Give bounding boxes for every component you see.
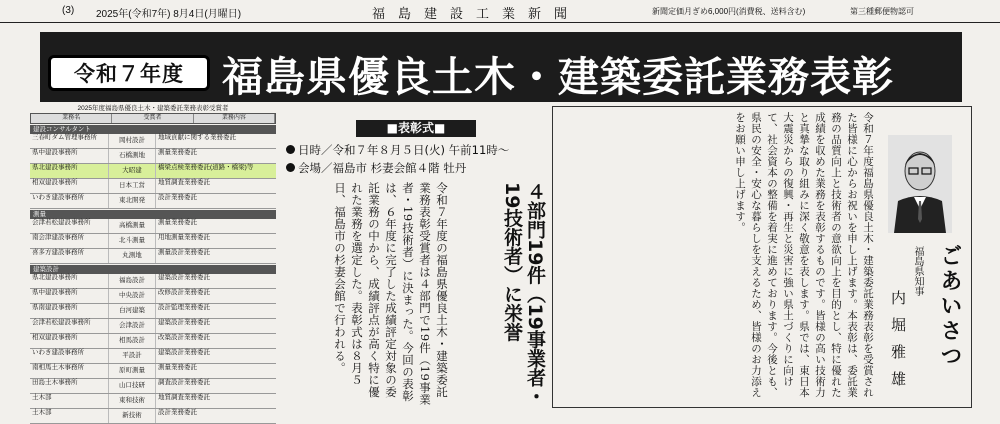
table-cell-office: 喜多方建設事務所	[30, 249, 109, 263]
table-category: 建設コンサルタント	[30, 125, 276, 134]
table-cell-winner: 会津設計	[109, 319, 156, 333]
newspaper-name: 福島建設工業新聞	[372, 7, 581, 22]
table-row	[30, 379, 276, 394]
article-body: 令和７年度の福島県優良土木・建築委託業務表彰受賞者は４部門で19件（19事業者・19技術者）に決まった。今回の表彰は、６年度に完了した成績評定対象の委託業務の中から、成績評点が高く特に優れた業務を選定した。表彰式は８月５日、福島市の杉妻会館で行われる。	[333, 182, 449, 406]
table-row	[30, 319, 276, 334]
table-cell-winner: 岡村設計	[109, 134, 156, 148]
table-cell-office: 土木部	[30, 409, 109, 423]
article-subhead: ４部門19件（19事業者・19技術者）に栄誉	[501, 182, 546, 406]
table-body	[30, 125, 276, 424]
table-row	[30, 219, 276, 234]
subscription-price: 新聞定価月ぎめ6,000円(消費税、送料含む)	[652, 7, 806, 16]
header-cell: 業務名	[31, 114, 112, 123]
table-cell-winner: 山口技研	[109, 379, 156, 393]
header-cell: 業務内容	[194, 114, 275, 123]
winners-table	[30, 104, 276, 419]
table-cell-content: 地質調査業務委託	[158, 394, 210, 401]
table-cell-office: 南会津建設事務所	[30, 234, 109, 248]
page-number: (3)	[62, 5, 75, 16]
table-cell-winner: 白河建築	[109, 304, 156, 318]
table-cell-content: 改築設計業務委託	[158, 334, 210, 341]
masthead	[0, 0, 1000, 23]
table-cell-winner: 原町測量	[109, 364, 156, 378]
table-row	[30, 179, 276, 194]
table-cell-office: 県中建設事務所	[30, 149, 109, 163]
table-cell-content: 地域貢献に関する業務委託	[158, 134, 236, 141]
table-row	[30, 289, 276, 304]
table-cell-office: 県南建設事務所	[30, 304, 109, 318]
table-cell-winner: 新技術	[109, 409, 156, 423]
table-row	[30, 304, 276, 319]
table-row	[30, 364, 276, 379]
headline: 福島県優良土木・建築委託業務表彰	[222, 53, 894, 101]
table-cell-content: 測量業務委託	[158, 149, 197, 156]
table-cell-winner: 相馬設計	[109, 334, 156, 348]
table-cell-office: 田島土木事務所	[30, 379, 109, 393]
table-cell-content: 測量業務委託	[158, 219, 197, 226]
table-cell-winner: 石橋測地	[109, 149, 156, 163]
table-cell-winner: 北斗測量	[109, 234, 156, 248]
table-cell-content: 測量業務委託	[158, 364, 197, 371]
table-row	[30, 334, 276, 349]
table-cell-office: 会津若松建設事務所	[30, 219, 109, 233]
table-cell-content: 建築設計業務委託	[158, 274, 210, 281]
issue-date: 2025年(令和7年) 8月4日(月曜日)	[96, 9, 242, 20]
table-cell-content: 設計監理業務委託	[158, 304, 210, 311]
ceremony-venue: 会場／福島市 杉妻会館４階 牡丹	[286, 160, 466, 176]
header-cell: 受賞者	[112, 114, 193, 123]
table-row	[30, 349, 276, 364]
table-row	[30, 149, 276, 164]
table-cell-office: 会津若松建設事務所	[30, 319, 109, 333]
table-cell-office: 三春町ダム管理事務所	[30, 134, 109, 148]
table-title: 2025年度福島県優良土木・建築委託業務表彰受賞者	[77, 105, 229, 112]
table-cell-content: 測量設計業務委託	[158, 249, 210, 256]
table-header	[30, 113, 276, 124]
table-cell-content: 地質調査業務委託	[158, 179, 210, 186]
bullet-icon	[286, 145, 295, 154]
table-cell-winner: 東北開発	[109, 194, 156, 208]
table-row	[30, 274, 276, 289]
year-badge: 令和７年度	[48, 55, 210, 91]
table-cell-winner: 福島設計	[109, 274, 156, 288]
greeting-title: ごあいさつ	[937, 244, 962, 369]
governor-photo	[888, 135, 952, 233]
table-cell-content: 用地測量業務委託	[158, 234, 210, 241]
table-category: 測量	[30, 210, 276, 219]
table-cell-content: 改修設計業務委託	[158, 289, 210, 296]
postal-notice: 第三種郵便物認可	[850, 7, 914, 16]
table-row	[30, 394, 276, 409]
table-cell-office: 南相馬土木事務所	[30, 364, 109, 378]
table-cell-office: 県北建設事務所	[30, 164, 109, 178]
greeting-role: 福島県知事	[912, 246, 923, 296]
table-cell-winner: 中央設計	[109, 289, 156, 303]
table-cell-content: 橋梁点検業務委託(道路・橋梁)等	[158, 164, 254, 171]
table-cell-office: いわき建設事務所	[30, 349, 109, 363]
ceremony-title: ■表彰式■	[356, 120, 476, 137]
table-category: 建築設計	[30, 265, 276, 274]
table-row	[30, 409, 276, 424]
greeting-body: 令和７年度福島県優良土木・建築委託業務表彰を受賞された皆様に心からお祝いを申し上げます。本表彰は、委託業務の品質向上と技術者の意欲向上を目的とし、特に優れた成績を収めた業務を表彰するものです。皆様の高い技術力と真摯な取り組みに深く敬意を表します。県では、東日本大震災からの復興・再生と災害に強い県土づくりに向けて、社会資本の整備を着実に進めております。今後とも、県民の安全・安心な暮らしを支えるため、皆様のお力添えをお願い申し上げます。	[734, 112, 874, 398]
table-cell-winner: 日本工営	[109, 179, 156, 193]
table-cell-content: 設計業務委託	[158, 194, 197, 201]
ceremony-datetime: 日時／令和７年８月５日(火) 午前11時〜	[286, 142, 509, 158]
bullet-icon	[286, 163, 295, 172]
table-row	[30, 234, 276, 249]
table-cell-office: 県中建設事務所	[30, 289, 109, 303]
table-cell-winner: 平設計	[109, 349, 156, 363]
ceremony-info	[280, 120, 560, 178]
table-cell-winner: 高橋測量	[109, 219, 156, 233]
table-row	[30, 134, 276, 149]
table-row	[30, 164, 276, 179]
table-cell-winner: 東和技術	[109, 394, 156, 408]
table-cell-content: 建築設計業務委託	[158, 319, 210, 326]
table-cell-office: 県北建設事務所	[30, 274, 109, 288]
greeting-name: 内堀雅雄	[889, 290, 907, 398]
table-cell-office: 相双建設事務所	[30, 179, 109, 193]
table-cell-office: 土木部	[30, 394, 109, 408]
table-row	[30, 249, 276, 264]
table-row	[30, 194, 276, 209]
table-cell-office: 相双建設事務所	[30, 334, 109, 348]
table-cell-content: 設計業務委託	[158, 409, 197, 416]
table-cell-content: 調査設計業務委託	[158, 379, 210, 386]
portrait-icon	[888, 135, 952, 233]
table-cell-winner: 大昭建	[109, 164, 156, 178]
table-cell-office: いわき建設事務所	[30, 194, 109, 208]
table-cell-winner: 丸測地	[109, 249, 156, 263]
table-cell-content: 建築設計業務委託	[158, 349, 210, 356]
